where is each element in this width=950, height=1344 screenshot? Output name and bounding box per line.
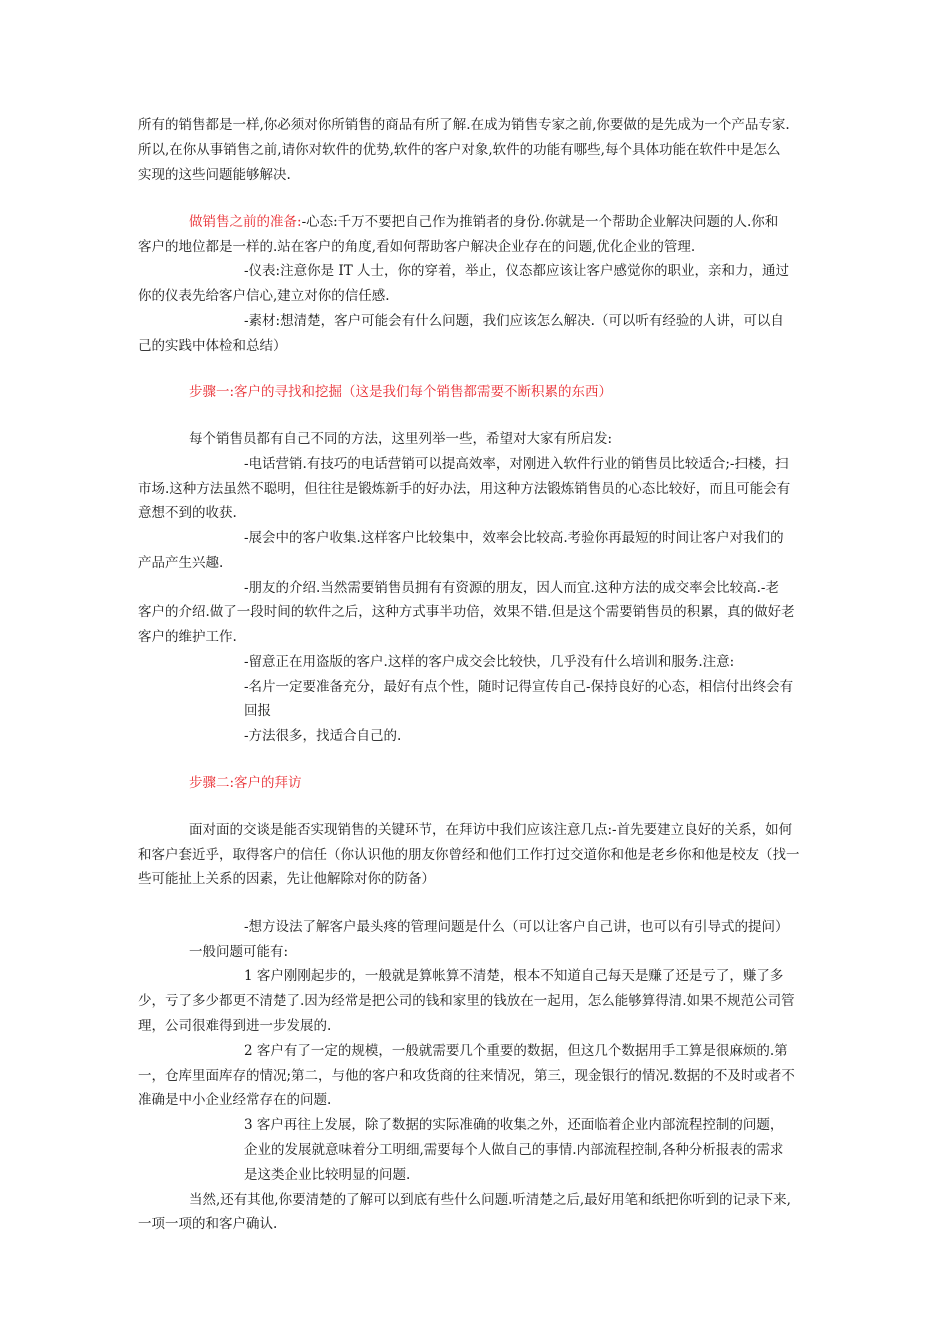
step2-line-14: 是这类企业比较明显的问题. [244,1167,411,1183]
step2-line-2: 和客户套近乎，取得客户的信任（你认识他的朋友你曾经和他们工作打过交道你和他是老乡你和他是校友（找一 [138,847,800,863]
step2-line-11: 准确是中小企业经常存在的问题. [138,1092,332,1108]
step2-line-13: 企业的发展就意味着分工明细,需要每个人做自己的事情.内部流程控制,各种分析报表的需求 [244,1142,784,1158]
intro-line-2: 所以,在你从事销售之前,请你对软件的优势,软件的客户对象,软件的功能有哪些,每个具体功能在软件中是怎么 [138,142,781,158]
prep-line-4: 你的仪表先给客户信心,建立对你的信任感. [138,288,390,304]
step1-line-1: 每个销售员都有自己不同的方法，这里列举一些，希望对大家有所启发: [189,431,613,447]
prep-line-5: -素材:想清楚，客户可能会有什么问题，我们应该怎么解决.（可以听有经验的人讲，可以自 [244,313,784,329]
step2-line-7: 少，亏了多少都更不清楚了.因为经常是把公司的钱和家里的钱放在一起用，怎么能够算得清.如果不规范公司管 [138,993,795,1009]
step1-line-12: 回报 [244,703,271,719]
intro-line-3: 实现的这些问题能够解决. [138,167,291,183]
step1-line-9: 客户的维护工作. [138,629,237,645]
step1-line-5: -展会中的客户收集.这样客户比较集中，效率会比较高.考验你再最短的时间让客户对我们的 [244,530,784,546]
step1-line-10: -留意正在用盗版的客户.这样的客户成交会比较快，几乎没有什么培训和服务.注意: [244,654,735,670]
step1-line-8: 客户的介绍.做了一段时间的软件之后，这种方式事半功倍，效果不错.但是这个需要销售员的积累，真的做好老 [138,604,795,620]
prep-line-6: 己的实践中体检和总结） [138,338,287,354]
step2-line-8: 理，公司很难得到进一步发展的. [138,1018,332,1034]
prep-line-2: 客户的地位都是一样的.站在客户的角度,看如何帮助客户解决企业存在的问题,优化企业的管理. [138,239,696,255]
step1-line-13: -方法很多，找适合自己的. [244,728,402,744]
step2-heading: 步骤二:客户的拜访 [189,775,302,791]
step2-line-1: 面对面的交谈是能否实现销售的关键环节，在拜访中我们应该注意几点:-首先要建立良好的关系，如何 [189,822,793,838]
prep-line-3: -仪表:注意你是 IT 人士，你的穿着，举止，仪态都应该让客户感觉你的职业，亲和力，通过 [244,263,790,279]
step2-line-10: 一，仓库里面库存的情况;第二，与他的客户和攻货商的往来情况，第三，现金银行的情况.数据的不及时或者不 [138,1068,795,1084]
step2-line-12: 3 客户再往上发展，除了数据的实际准确的收集之外，还面临着企业内部流程控制的问题， [244,1117,784,1133]
step1-line-6: 产品产生兴趣. [138,555,224,571]
step1-line-7: -朋友的介绍.当然需要销售员拥有有资源的朋友，因人而宜.这种方法的成交率会比较高.-老 [244,580,779,596]
step2-line-9: 2 客户有了一定的规模，一般就需要几个重要的数据，但这几个数据用手工算是很麻烦的.第 [244,1043,788,1059]
step1-line-2: -电话营销.有技巧的电话营销可以提高效率，对刚进入软件行业的销售员比较适合;-扫楼，扫 [244,456,789,472]
step2-line-6: 1 客户刚刚起步的，一般就是算帐算不清楚，根本不知道自己每天是赚了还是亏了，赚了多 [244,968,784,984]
prep-heading: 做销售之前的准备: [189,214,302,230]
step1-line-11: -名片一定要准备充分，最好有点个性，随时记得宣传自己-保持良好的心态，相信付出终会有 [244,679,794,695]
step2-line-5: 一般问题可能有: [189,944,289,960]
prep-mindset-text: -心态:千万不要把自己作为推销者的身份.你就是一个帮助企业解决问题的人.你和 [301,214,779,230]
step1-heading: 步骤一:客户的寻找和挖掘（这是我们每个销售都需要不断积累的东西） [189,384,613,400]
step2-line-16: 一项一项的和客户确认. [138,1216,278,1232]
step2-line-4: -想方设法了解客户最头疼的管理问题是什么（可以让客户自己讲，也可以有引导式的提问） [244,919,789,935]
step2-line-3: 些可能扯上关系的因素，先让他解除对你的防备） [138,871,435,887]
step1-line-4: 意想不到的收获. [138,505,237,521]
step2-line-15: 当然,还有其他,你要清楚的了解可以到底有些什么问题.听清楚之后,最好用笔和纸把你听到的记录下来, [189,1192,791,1208]
step1-line-3: 市场.这种方法虽然不聪明，但往往是锻炼新手的好办法，用这种方法锻炼销售员的心态比较好，而且可能会有 [138,481,791,497]
prep-line-1 [189,212,778,232]
intro-line-1: 所有的销售都是一样,你必须对你所销售的商品有所了解.在成为销售专家之前,你要做的是先成为一个产品专家. [138,117,790,133]
